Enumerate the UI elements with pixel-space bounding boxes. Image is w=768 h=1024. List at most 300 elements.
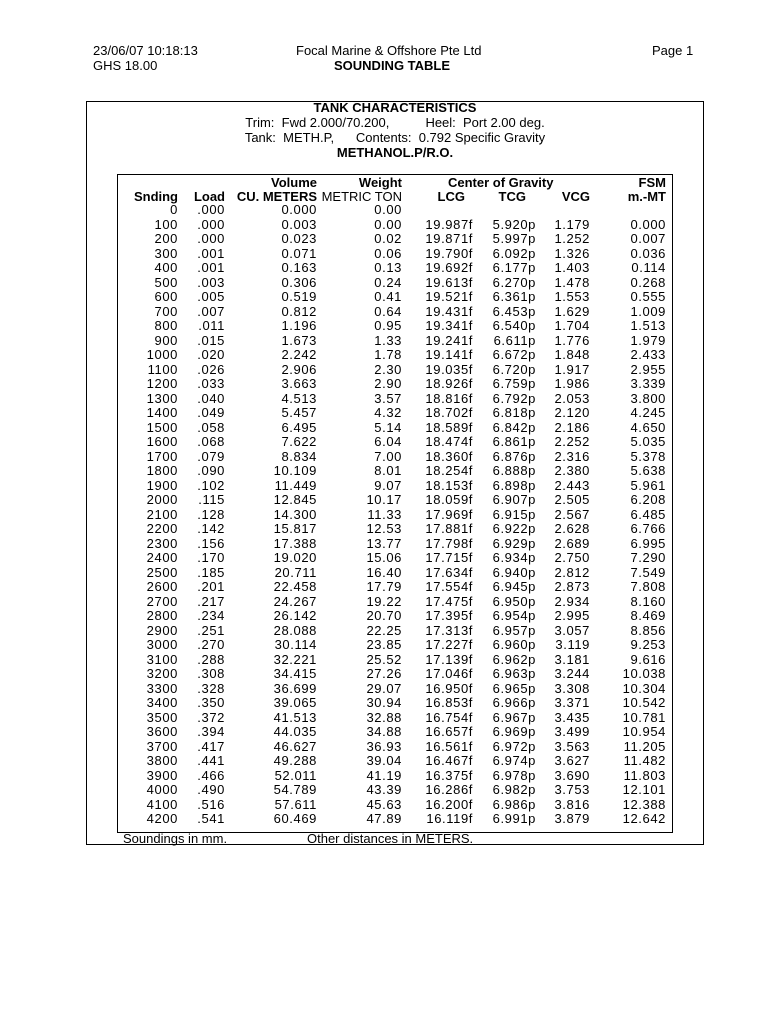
cell-vcg: 1.326 [554, 245, 590, 261]
cell-lcg: 18.474f [425, 434, 473, 449]
cell-fsm: 5.378 [630, 448, 666, 464]
cell-load: .128 [197, 506, 225, 522]
table-row [0, 232, 768, 247]
cell-vcg: 1.179 [554, 216, 590, 232]
cell-tcg: 6.934p [492, 550, 536, 565]
cell-volume: 49.288 [273, 753, 317, 768]
cell-sounding: 3400 [146, 695, 178, 710]
characteristics-heading: TANK CHARACTERISTICS [313, 100, 477, 115]
cell-vcg: 3.181 [554, 651, 590, 667]
cell-vcg: 2.934 [554, 593, 590, 609]
cell-sounding: 3700 [146, 738, 178, 754]
table-row [0, 319, 768, 334]
cell-lcg: 19.035f [425, 361, 473, 377]
cell-volume: 20.711 [274, 564, 317, 580]
cell-tcg: 6.876p [492, 448, 536, 464]
cell-volume: 12.845 [273, 492, 317, 507]
cell-load: .328 [197, 680, 225, 696]
cell-tcg: 6.672p [492, 347, 536, 362]
cell-load: .005 [197, 289, 225, 304]
cell-tcg: 6.792p [492, 390, 536, 406]
cell-weight: 1.33 [374, 332, 402, 348]
cell-lcg: 16.119f [426, 811, 473, 826]
cell-vcg: 2.628 [554, 521, 590, 536]
cell-volume: 10.109 [273, 463, 317, 478]
cell-volume: 0.163 [281, 260, 317, 275]
cell-fsm: 8.469 [630, 608, 666, 623]
cell-weight: 0.95 [374, 318, 402, 333]
table-row [0, 580, 768, 595]
cell-vcg: 1.252 [554, 231, 590, 246]
cell-tcg: 6.965p [492, 680, 536, 696]
cell-vcg: 3.753 [554, 782, 590, 797]
cell-weight: 25.52 [366, 651, 402, 667]
table-row [0, 508, 768, 523]
cell-fsm: 4.650 [630, 419, 666, 435]
cell-vcg: 3.371 [554, 695, 590, 710]
cell-vcg: 2.567 [554, 506, 590, 522]
cell-load: .049 [197, 405, 225, 420]
weight-unit-header: METRIC TON [321, 189, 402, 204]
cell-weight: 20.70 [366, 608, 402, 623]
cell-load: .185 [197, 564, 225, 580]
cell-volume: 24.267 [273, 593, 317, 609]
table-row [0, 624, 768, 639]
vcg-header: VCG [561, 189, 590, 204]
cell-fsm: 2.433 [630, 347, 666, 362]
cell-sounding: 3900 [146, 767, 178, 783]
soundings-note: Soundings in mm. [123, 831, 228, 846]
cell-volume: 11.449 [274, 477, 317, 493]
cell-weight: 23.85 [366, 637, 402, 652]
cell-weight: 2.30 [374, 361, 402, 377]
cell-sounding: 3600 [146, 724, 178, 739]
cell-tcg: 6.929p [492, 535, 536, 551]
cell-fsm: 1.979 [630, 332, 666, 348]
cell-weight: 34.88 [366, 724, 402, 739]
cell-volume: 26.142 [273, 608, 317, 623]
cell-load: .115 [198, 492, 225, 507]
cell-vcg: 3.308 [554, 680, 590, 696]
cell-weight: 2.90 [374, 376, 402, 391]
cell-tcg: 6.177p [492, 260, 536, 275]
cell-tcg: 6.945p [492, 579, 536, 594]
cell-volume: 2.242 [281, 347, 317, 362]
cell-weight: 47.89 [366, 811, 402, 826]
table-row [0, 479, 768, 494]
table-row [0, 435, 768, 450]
cell-lcg: 19.871f [425, 231, 473, 246]
cell-lcg: 18.254f [425, 463, 473, 478]
cell-load: .490 [197, 782, 225, 797]
table-row [0, 609, 768, 624]
cell-weight: 11.33 [367, 506, 402, 522]
cell-weight: 4.32 [374, 405, 402, 420]
cell-weight: 41.19 [366, 767, 402, 783]
cell-fsm: 10.304 [622, 680, 666, 696]
cell-load: .288 [197, 651, 225, 667]
table-row [0, 334, 768, 349]
cell-fsm: 9.253 [630, 637, 666, 652]
cell-fsm: 11.482 [623, 753, 666, 768]
table-row [0, 363, 768, 378]
cell-lcg: 16.200f [425, 796, 473, 812]
cell-load: .308 [197, 666, 225, 681]
cell-weight: 0.41 [374, 289, 402, 304]
cell-sounding: 4100 [146, 796, 178, 812]
table-row [0, 667, 768, 682]
cell-sounding: 1900 [146, 477, 178, 493]
cell-load: .156 [197, 535, 225, 551]
cell-volume: 46.627 [273, 738, 317, 754]
cell-volume: 60.469 [273, 811, 317, 826]
cell-sounding: 2800 [146, 608, 178, 623]
cell-weight: 32.88 [366, 709, 402, 725]
cell-lcg: 19.341f [425, 318, 473, 333]
cell-vcg: 3.816 [554, 796, 590, 812]
cell-sounding: 2000 [146, 492, 178, 507]
cell-lcg: 19.692f [425, 260, 473, 275]
cell-weight: 39.04 [366, 753, 402, 768]
cell-sounding: 1700 [146, 448, 178, 464]
cell-volume: 34.415 [273, 666, 317, 681]
cell-volume: 54.789 [273, 782, 317, 797]
cell-weight: 22.25 [366, 622, 402, 638]
cell-volume: 39.065 [273, 695, 317, 710]
cell-weight: 0.00 [374, 202, 402, 217]
cell-lcg: 16.561f [425, 738, 473, 754]
cell-weight: 0.06 [374, 245, 402, 261]
table-row [0, 653, 768, 668]
cell-volume: 41.513 [273, 709, 317, 725]
cell-volume: 6.495 [281, 419, 317, 435]
cell-vcg: 2.053 [554, 390, 590, 406]
cell-fsm: 8.856 [630, 622, 666, 638]
cell-load: .020 [197, 347, 225, 362]
cell-lcg: 18.926f [425, 376, 473, 391]
cell-load: .251 [197, 622, 225, 638]
cell-tcg: 6.967p [492, 709, 536, 725]
cell-tcg: 6.759p [492, 376, 536, 391]
cell-lcg: 19.521f [425, 289, 473, 304]
table-row [0, 464, 768, 479]
cell-vcg: 1.629 [554, 303, 590, 319]
cell-tcg: 6.969p [492, 724, 536, 739]
lcg-header: LCG [437, 189, 465, 204]
cell-tcg: 6.950p [492, 593, 536, 609]
cell-tcg: 6.960p [492, 637, 536, 652]
cell-tcg: 6.611p [493, 332, 536, 348]
cell-lcg: 17.798f [425, 535, 473, 551]
table-row [0, 290, 768, 305]
cell-lcg: 19.613f [425, 274, 473, 290]
cell-sounding: 2300 [146, 535, 178, 551]
cell-fsm: 6.485 [630, 506, 666, 522]
cell-vcg: 1.917 [554, 361, 590, 377]
tank-contents-line: Tank: METH.P, Contents: 0.792 Specific Gravity [244, 130, 546, 145]
cell-lcg: 18.589f [425, 419, 473, 435]
cell-tcg: 6.540p [492, 318, 536, 333]
table-row [0, 406, 768, 421]
cell-load: .270 [197, 637, 225, 652]
cell-sounding: 500 [154, 274, 178, 290]
cell-fsm: 2.955 [630, 361, 666, 377]
cell-fsm: 7.549 [630, 564, 666, 580]
table-row [0, 377, 768, 392]
cell-tcg: 6.974p [492, 753, 536, 768]
cell-tcg: 6.861p [492, 434, 536, 449]
cell-lcg: 18.360f [425, 448, 473, 464]
volume-header: Volume [271, 175, 317, 190]
cell-fsm: 7.808 [630, 579, 666, 594]
cell-sounding: 300 [154, 245, 178, 261]
cell-weight: 17.79 [366, 579, 402, 594]
cell-sounding: 1000 [146, 347, 178, 362]
cell-tcg: 6.954p [492, 608, 536, 623]
cell-volume: 3.663 [281, 376, 317, 391]
load-header: Load [193, 189, 225, 204]
report-datetime: 23/06/07 10:18:13 [93, 43, 198, 58]
cell-fsm: 3.800 [630, 390, 666, 406]
cell-load: .541 [197, 811, 225, 826]
cell-weight: 19.22 [366, 593, 402, 609]
cell-tcg: 6.270p [492, 274, 536, 290]
cell-lcg: 17.046f [425, 666, 473, 681]
cell-vcg: 3.119 [555, 637, 590, 652]
table-row [0, 769, 768, 784]
cell-weight: 3.57 [374, 390, 402, 406]
cell-sounding: 2700 [146, 593, 178, 609]
report-title: SOUNDING TABLE [334, 58, 451, 73]
center-of-gravity-header: Center of Gravity [448, 175, 554, 190]
cell-vcg: 3.499 [554, 724, 590, 739]
cell-load: .234 [197, 608, 225, 623]
cell-vcg: 2.873 [554, 579, 590, 594]
cell-vcg: 1.478 [554, 274, 590, 290]
cell-tcg: 6.898p [492, 477, 536, 493]
cell-fsm: 8.160 [630, 593, 666, 609]
software-version: GHS 18.00 [93, 58, 158, 73]
cell-weight: 27.26 [366, 666, 402, 681]
cell-sounding: 0 [170, 202, 178, 217]
table-row [0, 203, 768, 218]
snding-header: Snding [133, 189, 178, 204]
table-row [0, 696, 768, 711]
cell-lcg: 19.987f [425, 216, 473, 232]
cell-weight: 43.39 [366, 782, 402, 797]
cell-load: .142 [197, 521, 225, 536]
cell-fsm: 12.642 [622, 811, 666, 826]
table-row [0, 783, 768, 798]
cell-load: .001 [197, 260, 225, 275]
cell-sounding: 200 [154, 231, 178, 246]
cell-load: .000 [197, 202, 225, 217]
cell-volume: 1.673 [281, 332, 317, 348]
cell-volume: 28.088 [273, 622, 317, 638]
cell-weight: 0.02 [374, 231, 402, 246]
table-row [0, 276, 768, 291]
cell-fsm: 10.542 [622, 695, 666, 710]
company-name: Focal Marine & Offshore Pte Ltd [296, 43, 482, 58]
cell-lcg: 16.286f [425, 782, 473, 797]
cell-fsm: 0.268 [630, 274, 666, 290]
cell-tcg: 6.888p [492, 463, 536, 478]
cell-tcg: 6.907p [492, 492, 536, 507]
table-row [0, 348, 768, 363]
cell-fsm: 10.954 [622, 724, 666, 739]
cell-fsm: 0.036 [630, 245, 666, 261]
cell-lcg: 17.715f [425, 550, 473, 565]
fsm-header: FSM [638, 175, 666, 190]
cell-weight: 16.40 [366, 564, 402, 580]
cell-lcg: 19.790f [425, 245, 473, 261]
cell-volume: 0.071 [281, 245, 317, 261]
cell-load: .217 [197, 593, 225, 609]
cell-lcg: 16.467f [425, 753, 473, 768]
cell-sounding: 3500 [146, 709, 178, 725]
cell-lcg: 17.881f [425, 521, 473, 536]
table-row [0, 595, 768, 610]
cell-load: .068 [197, 434, 225, 449]
cell-volume: 32.221 [273, 651, 317, 667]
table-row [0, 247, 768, 262]
cell-sounding: 4000 [146, 782, 178, 797]
table-row [0, 812, 768, 827]
cell-vcg: 2.443 [554, 477, 590, 493]
cell-vcg: 1.776 [554, 332, 590, 348]
cell-weight: 9.07 [374, 477, 402, 493]
cell-vcg: 3.879 [554, 811, 590, 826]
cell-sounding: 2900 [146, 622, 178, 638]
cell-sounding: 700 [154, 303, 178, 319]
cell-load: .090 [197, 463, 225, 478]
cell-weight: 15.06 [366, 550, 402, 565]
cell-weight: 6.04 [374, 434, 402, 449]
cell-weight: 8.01 [374, 463, 402, 478]
cell-vcg: 1.848 [554, 347, 590, 362]
cell-lcg: 17.139f [425, 651, 473, 667]
weight-header: Weight [358, 175, 402, 190]
cell-sounding: 2600 [146, 579, 178, 594]
cell-fsm: 11.803 [623, 767, 666, 783]
table-row [0, 392, 768, 407]
cell-weight: 29.07 [366, 680, 402, 696]
cell-sounding: 1200 [146, 376, 178, 391]
cell-volume: 14.300 [273, 506, 317, 522]
cell-load: .000 [197, 231, 225, 246]
table-row [0, 218, 768, 233]
cell-lcg: 19.241f [425, 332, 473, 348]
cell-sounding: 3000 [146, 637, 178, 652]
cell-load: .026 [197, 361, 225, 377]
cell-fsm: 0.114 [631, 260, 666, 275]
cell-tcg: 6.963p [492, 666, 536, 681]
tcg-header: TCG [498, 189, 526, 204]
cell-volume: 57.611 [274, 796, 317, 812]
cell-vcg: 2.505 [554, 492, 590, 507]
cell-volume: 44.035 [273, 724, 317, 739]
cell-fsm: 6.766 [630, 521, 666, 536]
cell-tcg: 6.978p [492, 767, 536, 783]
cell-sounding: 1100 [147, 361, 178, 377]
cell-sounding: 2100 [146, 506, 178, 522]
cell-weight: 13.77 [366, 535, 402, 551]
cell-volume: 52.011 [274, 767, 317, 783]
cell-sounding: 100 [154, 216, 178, 232]
volume-unit-header: CU. METERS [236, 189, 317, 204]
cell-volume: 2.906 [281, 361, 317, 377]
cell-volume: 1.196 [281, 318, 317, 333]
cell-vcg: 1.704 [554, 318, 590, 333]
cell-lcg: 18.702f [425, 405, 473, 420]
cell-tcg: 6.915p [492, 506, 536, 522]
cell-tcg: 6.922p [492, 521, 536, 536]
cell-vcg: 1.403 [554, 260, 590, 275]
cell-weight: 12.53 [366, 521, 402, 536]
cell-vcg: 2.689 [554, 535, 590, 551]
page-number: Page 1 [652, 43, 694, 58]
cell-vcg: 2.186 [554, 419, 590, 435]
cell-load: .001 [197, 245, 225, 261]
cell-lcg: 17.969f [425, 506, 473, 522]
cell-tcg: 5.997p [492, 231, 536, 246]
cell-vcg: 2.995 [554, 608, 590, 623]
cell-tcg: 6.818p [492, 405, 536, 420]
cell-vcg: 1.986 [554, 376, 590, 391]
cell-sounding: 400 [154, 260, 178, 275]
cell-lcg: 16.754f [425, 709, 473, 725]
cell-vcg: 2.316 [554, 448, 590, 464]
cell-fsm: 1.513 [630, 318, 666, 333]
cell-weight: 36.93 [366, 738, 402, 754]
table-row [0, 638, 768, 653]
cell-volume: 8.834 [281, 448, 317, 464]
cell-vcg: 2.252 [554, 434, 590, 449]
fluid-name: METHANOL.P/R.O. [336, 145, 454, 160]
table-row [0, 682, 768, 697]
cell-sounding: 2500 [146, 564, 178, 580]
cell-load: .011 [198, 318, 225, 333]
cell-volume: 0.023 [281, 231, 317, 246]
cell-load: .079 [197, 448, 225, 464]
cell-load: .015 [197, 332, 225, 348]
trim-heel-line: Trim: Fwd 2.000/70.200, Heel: Port 2.00 deg. [245, 115, 545, 130]
cell-fsm: 5.035 [630, 434, 666, 449]
cell-load: .102 [197, 477, 225, 493]
table-row [0, 522, 768, 537]
table-row [0, 798, 768, 813]
table-row [0, 740, 768, 755]
cell-sounding: 1600 [146, 434, 178, 449]
cell-volume: 30.114 [274, 637, 317, 652]
cell-tcg: 6.972p [492, 738, 536, 754]
cell-load: .350 [197, 695, 225, 710]
cell-fsm: 12.388 [622, 796, 666, 812]
cell-fsm: 12.101 [622, 782, 666, 797]
cell-tcg: 6.453p [492, 303, 536, 319]
cell-vcg: 2.380 [554, 463, 590, 478]
cell-sounding: 3100 [146, 651, 178, 667]
cell-weight: 0.24 [374, 274, 402, 290]
cell-lcg: 18.816f [425, 390, 473, 406]
cell-fsm: 6.208 [630, 492, 666, 507]
cell-load: .372 [197, 709, 225, 725]
cell-fsm: 0.555 [630, 289, 666, 304]
table-row [0, 551, 768, 566]
cell-sounding: 2400 [146, 550, 178, 565]
cell-sounding: 2200 [146, 521, 178, 536]
cell-lcg: 16.657f [425, 724, 473, 739]
